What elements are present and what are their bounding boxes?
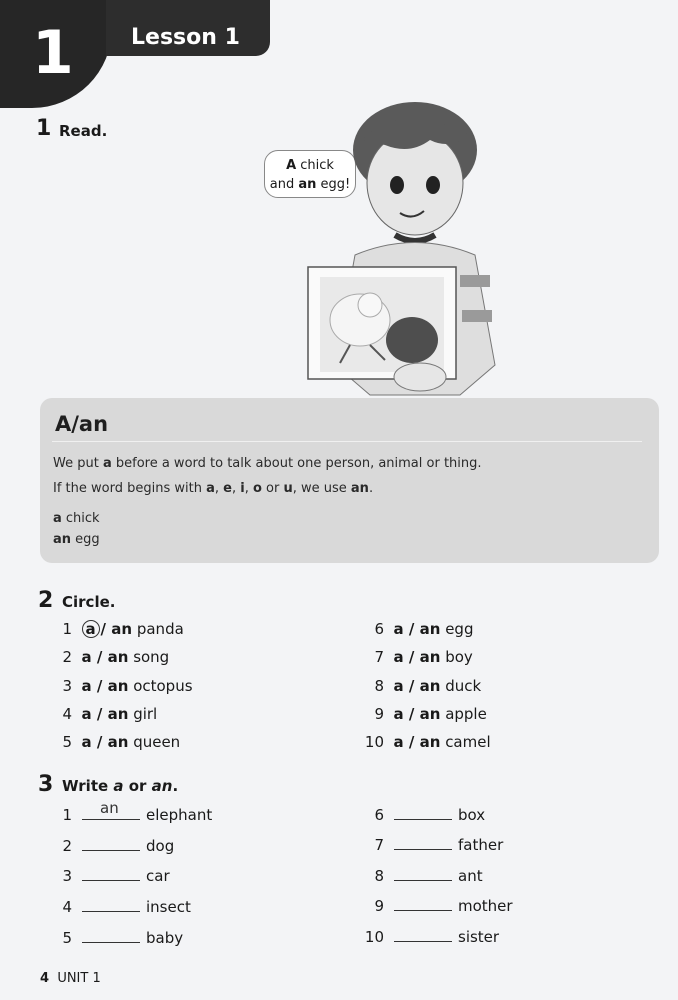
ex2-item[interactable]: 7 a / an boy: [374, 648, 473, 666]
grammar-example-2: an egg: [53, 532, 100, 547]
ex2-item[interactable]: 10 a / an camel: [364, 733, 491, 751]
exercise-1-title: Read.: [59, 122, 108, 140]
exercise-2-title: Circle.: [62, 593, 116, 611]
grammar-rule-2: If the word begins with a, e, i, o or u, we use an.: [53, 481, 374, 496]
ex3-item: 10 sister: [364, 928, 500, 946]
ex2-item[interactable]: 9 a / an apple: [374, 705, 487, 723]
answer-blank[interactable]: [394, 805, 452, 820]
boy-with-chick-illustration: [300, 95, 500, 400]
page-number: 4: [40, 971, 50, 986]
ex2-item[interactable]: 3 a / an octopus: [62, 677, 193, 695]
exercise-1-number: 1: [36, 116, 52, 141]
ex2-item[interactable]: 2 a / an song: [62, 648, 170, 666]
exercise-3-title: Write a or an.: [62, 777, 179, 795]
ex2-item[interactable]: 4 a / an girl: [62, 705, 158, 723]
answer-blank[interactable]: [394, 896, 452, 911]
grammar-rule-1: We put a before a word to talk about one person, animal or thing.: [53, 456, 482, 471]
ex2-item[interactable]: 8 a / an duck: [374, 677, 482, 695]
circled-answer: a: [82, 620, 100, 638]
grammar-title: A/an: [55, 412, 109, 436]
ex3-item: 5 baby: [62, 929, 184, 947]
answer-blank[interactable]: [394, 835, 452, 850]
ex2-item[interactable]: 6 a / an egg: [374, 620, 474, 638]
ex3-item: 6 box: [374, 806, 486, 824]
answer-blank[interactable]: [82, 928, 140, 943]
example-answer: an: [100, 799, 119, 817]
ex3-item: 7 father: [374, 836, 504, 854]
ex3-item: 1 an elephant: [62, 799, 213, 824]
answer-blank[interactable]: [394, 866, 452, 881]
ex2-item[interactable]: 1 a / an panda: [62, 620, 184, 638]
speech-bubble: A chick and an egg!: [264, 150, 356, 198]
answer-blank[interactable]: [82, 897, 140, 912]
unit-number: 1: [32, 18, 74, 88]
ex3-item: 8 ant: [374, 867, 483, 885]
lesson-title: Lesson 1: [131, 25, 240, 50]
answer-blank[interactable]: [394, 927, 452, 942]
grammar-example-1: a chick: [53, 511, 100, 526]
ex2-item[interactable]: 5 a / an queen: [62, 733, 181, 751]
answer-blank[interactable]: [82, 799, 140, 820]
ex3-item: 4 insect: [62, 898, 191, 916]
ex3-item: 9 mother: [374, 897, 513, 915]
ex3-item: 2 dog: [62, 837, 175, 855]
footer-unit: UNIT 1: [57, 971, 101, 986]
ex3-item: 3 car: [62, 867, 170, 885]
exercise-2-number: 2: [38, 588, 54, 613]
page-footer: [40, 971, 101, 986]
grammar-divider: [52, 441, 642, 442]
exercise-3-number: 3: [38, 772, 54, 797]
answer-blank[interactable]: [82, 866, 140, 881]
answer-blank[interactable]: [82, 836, 140, 851]
